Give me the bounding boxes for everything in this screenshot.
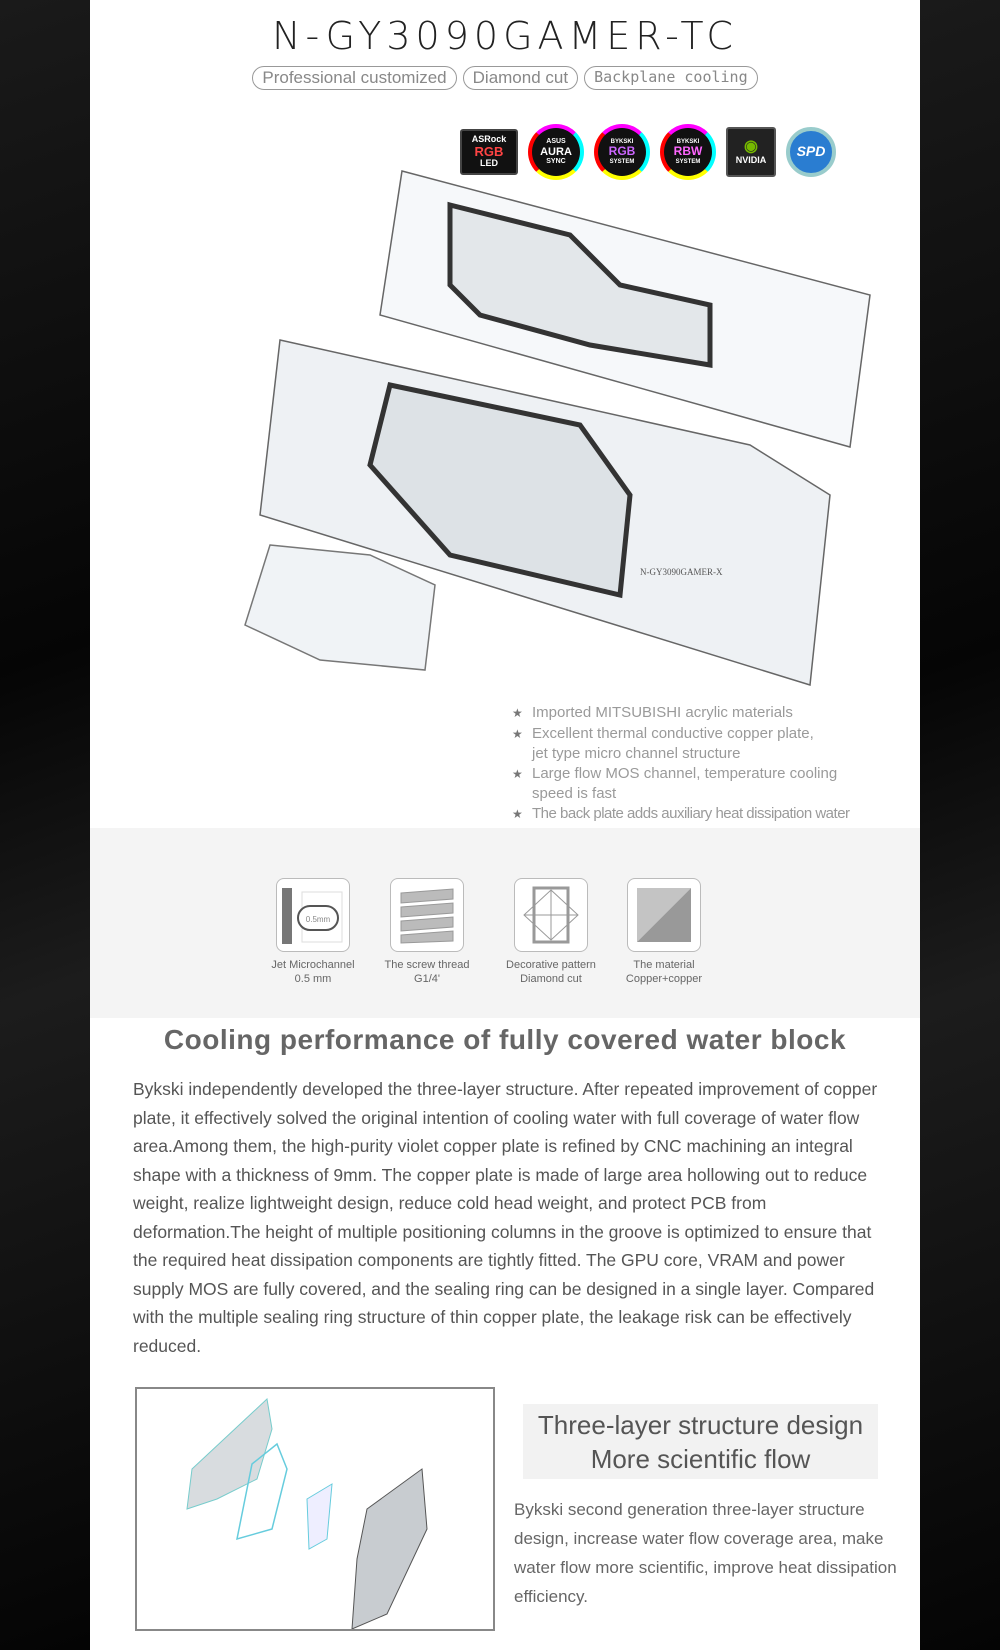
left-background	[0, 0, 90, 1650]
structure-subtitle: More scientific flow	[590, 1444, 811, 1474]
feature-diamond-cut	[491, 878, 611, 986]
logo-text: RGB	[474, 143, 504, 159]
diamond-icon	[514, 878, 588, 952]
bullet-item: ★ Large flow MOS channel, temperature cooling speed is fast	[512, 764, 842, 804]
section-body: Bykski independently developed the three-layer structure. After repeated improvement of copper plate, it effectively solved the original intention of cooling water with full coverage of water flow area.Among them, the high-purity violet copper plate is refined by CNC machining an integral shape with a thickness of 9mm. The copper plate is made of large area hollowing out to reduce weight, realize lightweight design, reduce cold head weight, and protect PCB from deformation.The height of multiple positioning columns in the groove is optimized to ensure that the required heat dissipation components are tightly fitted. The GPU core, VRAM and power supply MOS are fully covered, and the sealing ring can be designed in a single layer. Compared with the multiple sealing ring structure of thin copper plate, the leakage risk can be effectively reduced.	[133, 1079, 878, 1356]
logo-text: BYKSKI	[676, 138, 700, 145]
nvidia-eye-icon: ◉	[744, 138, 758, 156]
logo-text: SYNC	[546, 158, 566, 166]
feature-material	[604, 878, 724, 986]
structure-title: Three-layer structure design	[537, 1410, 864, 1440]
feature-label: Decorative pattern	[506, 959, 596, 971]
feature-jet-microchannel	[253, 878, 373, 986]
microchannel-icon	[276, 878, 350, 952]
feature-value: Copper+copper	[625, 973, 703, 985]
logo-text: NVIDIA	[735, 154, 767, 165]
logo-text: RBW	[673, 144, 703, 159]
material-icon	[627, 878, 701, 952]
logo-text: LED	[480, 158, 498, 169]
features-band	[90, 828, 920, 1018]
product-engraving: N-GY3090GAMER-X	[640, 567, 723, 577]
water-block-exploded-image	[150, 165, 910, 705]
logo-text: RGB	[608, 144, 636, 159]
logo-text: ASRock	[471, 133, 507, 144]
feature-bullets	[512, 703, 850, 824]
logo-text: SPD	[796, 143, 826, 160]
feature-value: 0.5 mm	[294, 973, 332, 985]
tag-backplane-cooling: Backplane cooling	[584, 66, 758, 90]
bullet-item: ★ Imported MITSUBISHI acrylic materials	[512, 703, 850, 724]
tag-diamond-cut: Diamond cut	[463, 66, 578, 90]
bullet-item: ★ The back plate adds auxiliary heat dissipation water	[512, 804, 850, 825]
product-page	[90, 0, 920, 1650]
feature-tags	[90, 66, 920, 90]
icon-label: 0.5mm	[305, 915, 331, 924]
feature-value: G1/4'	[414, 973, 440, 985]
tag-professional-customized: Professional customized	[252, 66, 456, 90]
right-background	[920, 0, 1000, 1650]
logo-text: SYSTEM	[609, 158, 635, 165]
bullet-item: ★ Excellent thermal conductive copper plate, jet type micro channel structure	[512, 724, 822, 764]
feature-label: The screw thread	[384, 959, 470, 971]
section-heading: Cooling performance of fully covered water block	[163, 1024, 847, 1055]
structure-title-box	[523, 1404, 878, 1479]
feature-label: Jet Microchannel	[271, 959, 355, 971]
feature-screw-thread	[367, 878, 487, 986]
logo-text: SYSTEM	[675, 158, 701, 165]
logo-text: BYKSKI	[610, 138, 634, 145]
logo-text: ASUS	[546, 138, 566, 146]
structure-description: Bykski second generation three-layer structure design, increase water flow coverage area, make water flow more scientific, improve heat dissipation efficiency.	[514, 1500, 897, 1606]
product-title: N-GY3090GAMER-TC	[272, 14, 738, 58]
three-layer-structure-image	[135, 1387, 495, 1631]
logo-text: AURA	[540, 145, 572, 158]
feature-label: The material	[633, 959, 695, 971]
feature-value: Diamond cut	[520, 973, 582, 985]
screw-thread-icon	[390, 878, 464, 952]
